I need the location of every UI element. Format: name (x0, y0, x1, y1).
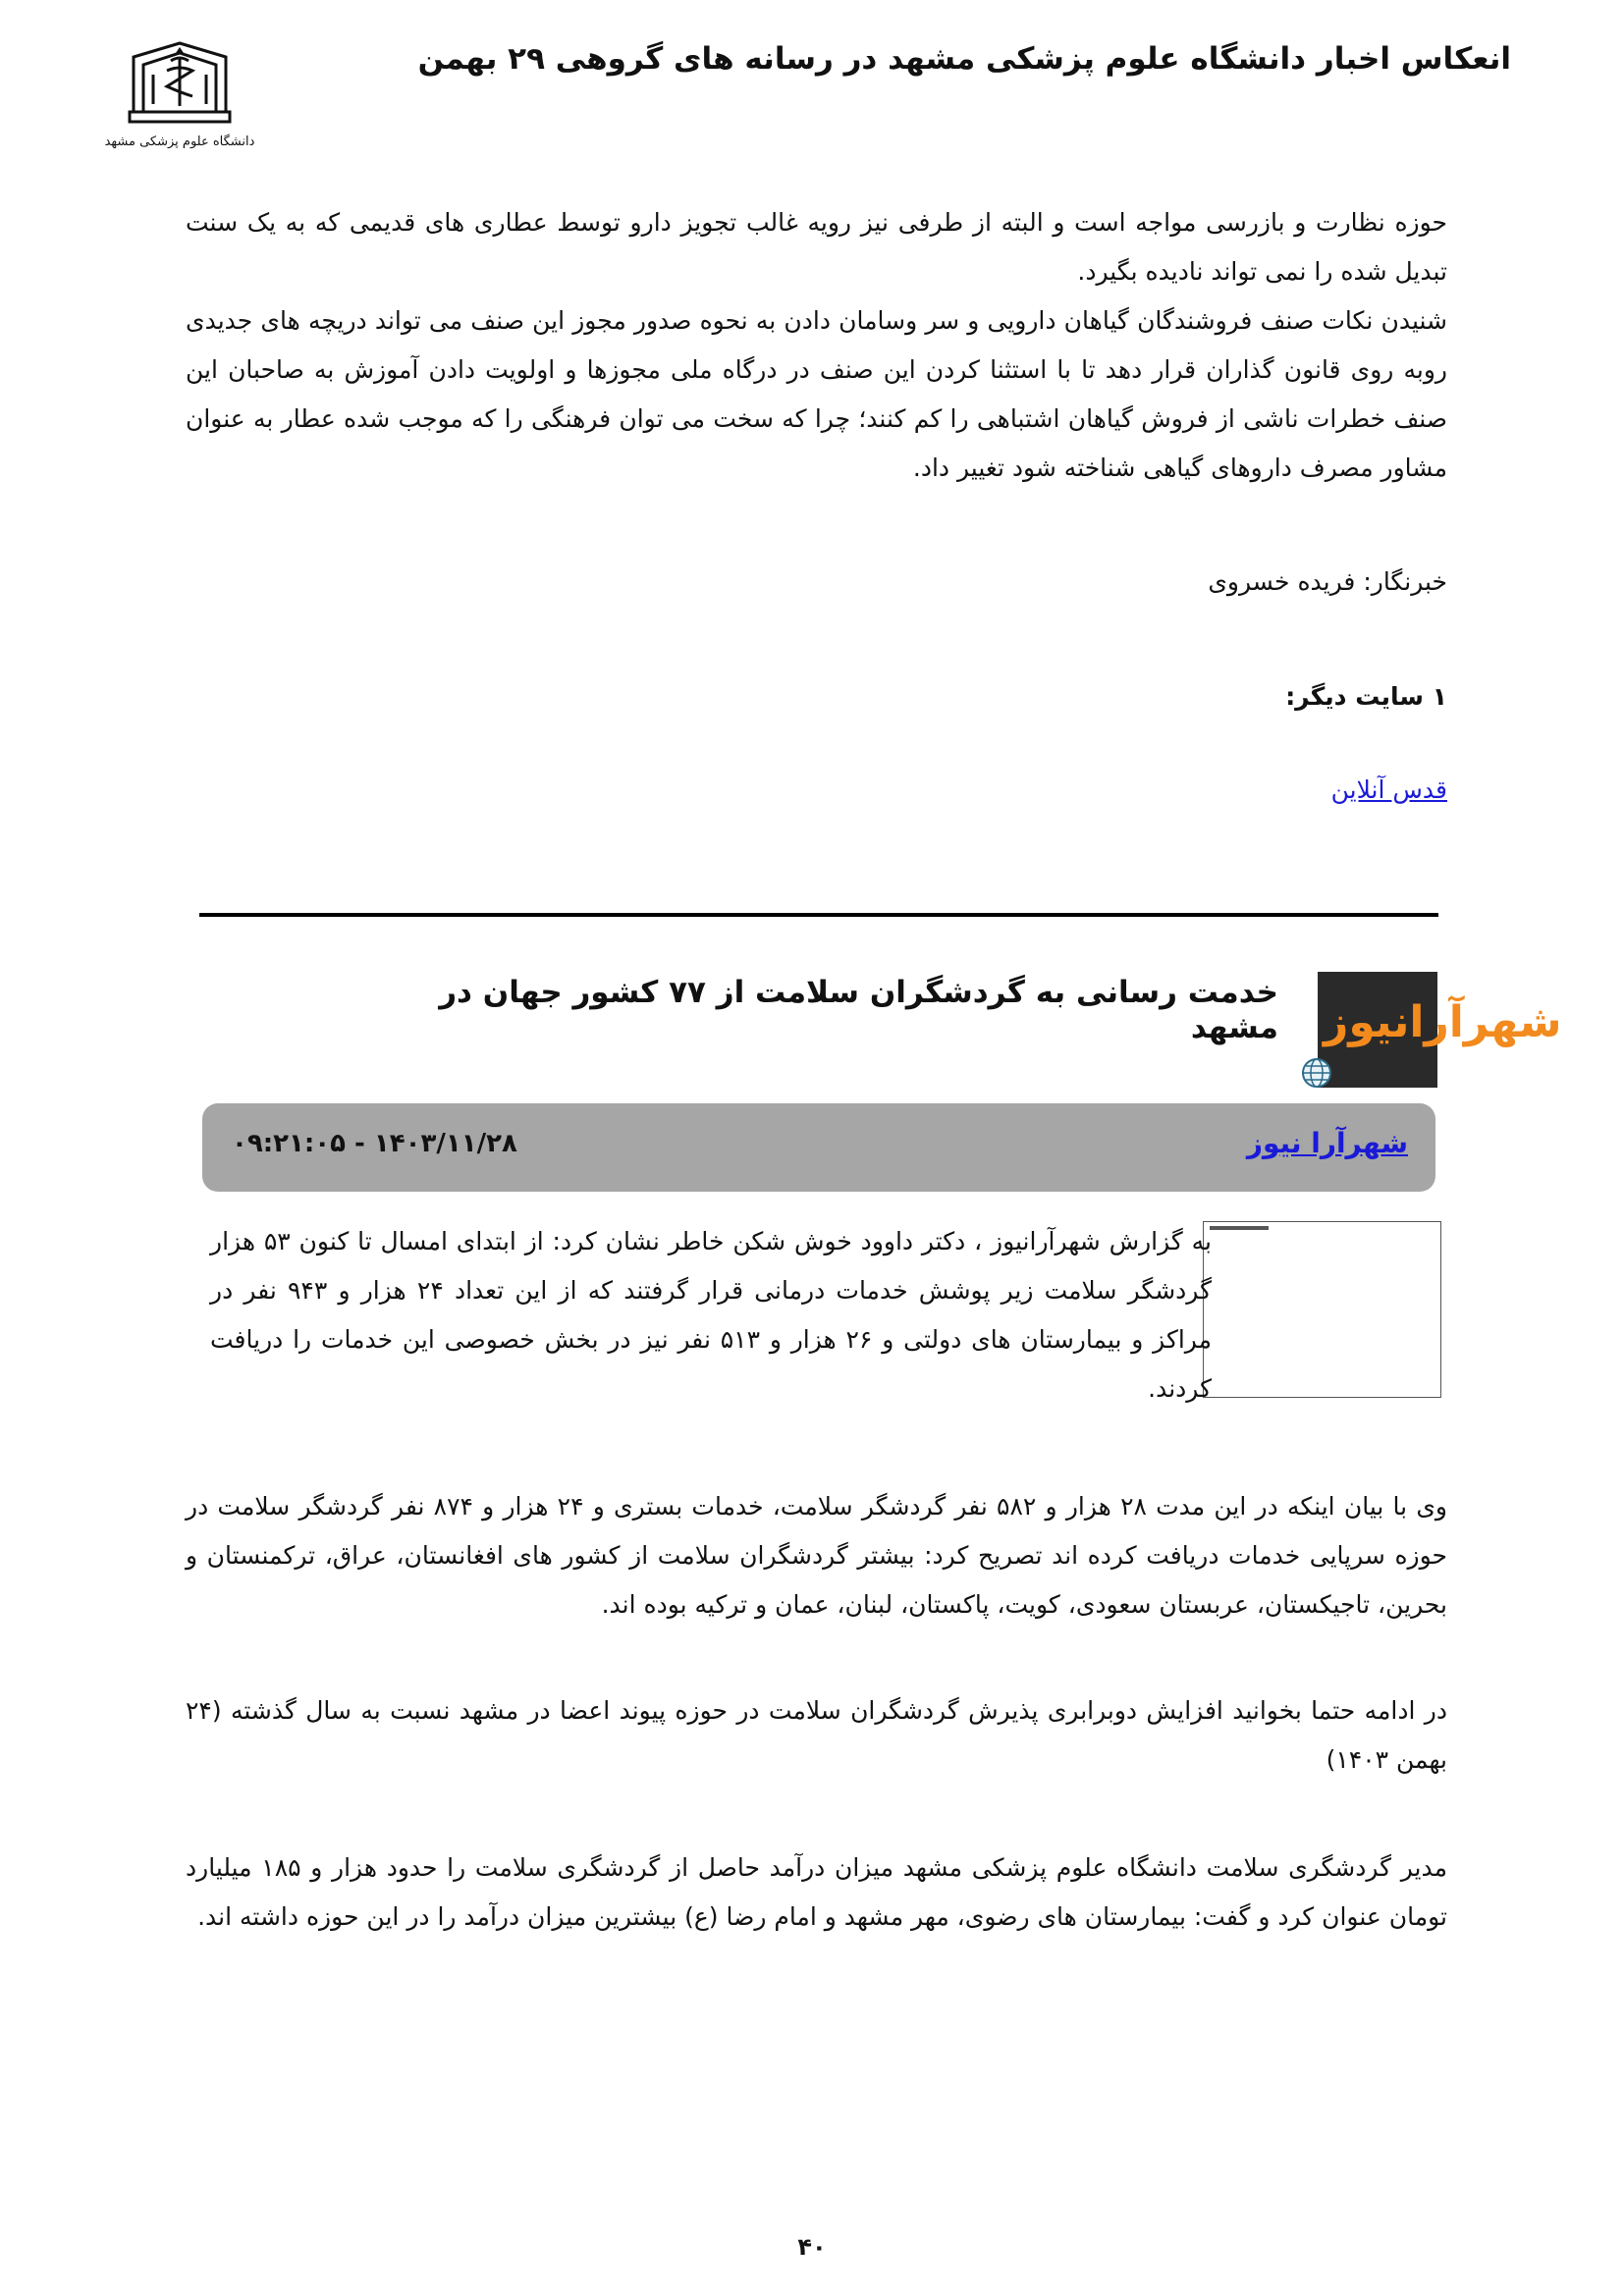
site-link-container (564, 766, 1447, 815)
globe-icon[interactable] (1301, 1057, 1332, 1089)
article-meta-bar (202, 1103, 1435, 1192)
page-header-title: انعکاس اخبار دانشگاه علوم پزشکی مشهد در رسانه های گروهی ۲۹ بهمن (417, 41, 1511, 77)
intro-paragraph: حوزه نظارت و بازرسی مواجه است و البته از طرفی نیز رویه غالب تجویز دارو توسط عطاری های قدیمی که به یک سنت تبدیل شده را نمی تواند نادیده بگیرد. (186, 208, 1447, 286)
article-paragraph: مدیر گردشگری سلامت دانشگاه علوم پزشکی مشهد میزان درآمد حاصل از گردشگری سلامت را حدود هزار و ۱۸۵ میلیارد تومان عنوان کرد و گفت: بیمارستان های رضوی، مهر مشهد و امام رضا (ع) بیشترین میزان درآمد را در این حوزه داشته اند. (186, 1853, 1448, 1931)
section-divider (199, 913, 1438, 917)
university-emblem-icon (104, 35, 255, 165)
reporter-line: خبرنگار: فریده خسروی (1208, 567, 1447, 596)
other-sites-label: ۱ سایت دیگر: (1285, 682, 1447, 711)
logo-caption: دانشگاه علوم پزشکی مشهد (104, 134, 255, 149)
source-logo-text: شهرآرانیوز (1324, 997, 1562, 1047)
article-paragraph: وی با بیان اینکه در این مدت ۲۸ هزار و ۵۸۲ نفر گردشگر سلامت، خدمات بستری و ۲۴ هزار و ۸۷۴ نفر گردشگر سلامت در حوزه سرپایی خدمات دریافت کرده اند تصریح کرد: بیشتر گردشگران سلامت از کشور های افغانستان، عراق، ترکمنستان و بحرین، تاجیکستان، عربستان سعودی، کویت، پاکستان، لبنان، عمان و ترکیه بوده اند. (186, 1492, 1447, 1619)
page-number: ۴۰ (797, 2233, 827, 2261)
shahraranews-logo-icon (1318, 972, 1562, 1088)
article-datetime: ۰۹:۲۱:۰۵ - ۱۴۰۳/۱۱/۲۸ (232, 1129, 517, 1158)
intro-section (186, 198, 1447, 493)
site-link[interactable]: قدس آنلاین (1330, 775, 1447, 804)
article-image-placeholder (1203, 1221, 1441, 1398)
image-caption-mark (1210, 1226, 1269, 1230)
article-paragraph: در ادامه حتما بخوانید افزایش دوبرابری پذیرش گردشگران سلامت در حوزه پیوند اعضا در مشهد نسبت به سال گذشته (۲۴ بهمن ۱۴۰۳) (186, 1696, 1447, 1774)
article-source-link[interactable]: شهرآرا نیوز (1246, 1127, 1408, 1159)
article-title: خدمت رسانی به گردشگران سلامت از ۷۷ کشور جهان در مشهد (439, 975, 1278, 1045)
article-paragraph: به گزارش شهرآرانیوز ، دکتر داوود خوش شکن خاطر نشان کرد: از ابتدای امسال تا کنون ۵۳ هزار گردشگر سلامت زیر پوشش خدمات درمانی قرار گرفتند که از این تعداد ۲۴ هزار و ۹۴۳ نفر در مراکز و بیمارستان های دولتی و ۲۶ هزار و ۵۱۳ نفر نیز در بخش خصوصی این خدمات را دریافت کردند. (210, 1227, 1212, 1403)
intro-paragraph: شنیدن نکات صنف فروشندگان گیاهان دارویی و سر وسامان دادن به نحوه صدور مجوز این صنف می تواند دریچه های جدیدی روبه روی قانون گذاران قرار دهد تا با استثنا کردن این صنف در درگاه ملی مجوزها و اولویت دادن آموزش به صاحبان این صنف خطرات ناشی از فروش گیاهان اشتباهی را کم کنند؛ چرا که سخت می توان فرهنگی را که موجب شده عطار به عنوان مشاور مصرف داروهای گیاهی شناخته شود تغییر داد. (186, 306, 1447, 482)
